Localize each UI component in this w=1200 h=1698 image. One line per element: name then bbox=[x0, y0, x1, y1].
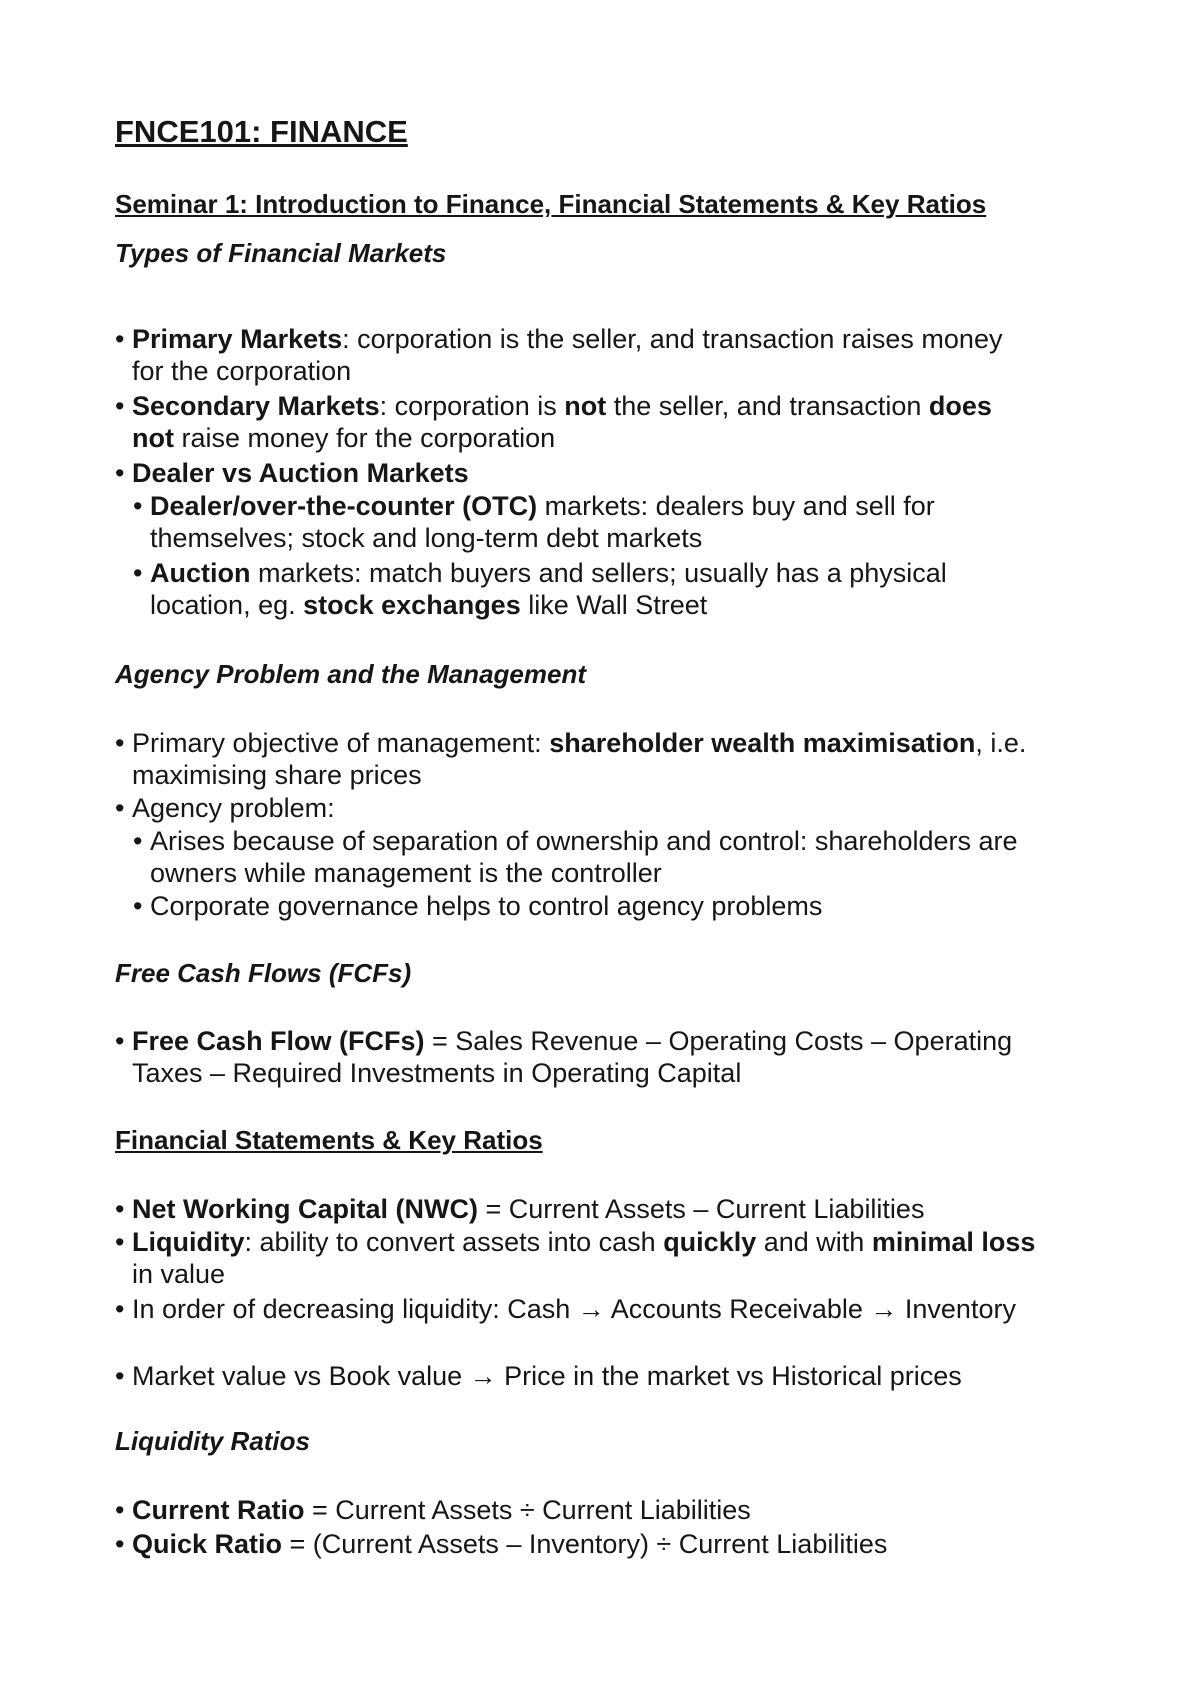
text: like Wall Street bbox=[520, 590, 708, 620]
bullet-fcf bbox=[115, 1025, 1012, 1089]
section-heading-statements: Financial Statements & Key Ratios bbox=[115, 1125, 543, 1155]
bullet-liquidity bbox=[115, 1226, 1035, 1290]
bullet-dot: • bbox=[115, 1294, 125, 1324]
text: , i.e. bbox=[975, 728, 1027, 758]
text: owners while management is the controller bbox=[150, 858, 662, 888]
section-heading-ratios: Liquidity Ratios bbox=[115, 1426, 310, 1456]
bullet-current-ratio bbox=[115, 1494, 751, 1526]
term: quickly bbox=[663, 1227, 757, 1257]
subbullet-arises bbox=[133, 825, 1018, 889]
section-heading-fcf: Free Cash Flows (FCFs) bbox=[115, 958, 412, 988]
term: Current Ratio bbox=[132, 1495, 305, 1525]
text: Taxes – Required Investments in Operating Capital bbox=[132, 1058, 742, 1088]
bullet-dot: • bbox=[115, 1495, 125, 1525]
term: Net Working Capital (NWC) bbox=[132, 1194, 478, 1224]
bullet-dot: • bbox=[133, 826, 143, 856]
term: stock exchanges bbox=[303, 590, 521, 620]
text: themselves; stock and long-term debt markets bbox=[150, 523, 703, 553]
bullet-primary-markets bbox=[115, 323, 1002, 387]
seminar-heading: Seminar 1: Introduction to Finance, Financial Statements & Key Ratios bbox=[115, 189, 987, 219]
bullet-dot: • bbox=[115, 1529, 125, 1559]
term: Dealer/over-the-counter (OTC) bbox=[150, 491, 538, 521]
text: = (Current Assets – Inventory) ÷ Current Liabilities bbox=[282, 1529, 888, 1559]
bullet-dot: • bbox=[133, 491, 143, 521]
text: in value bbox=[132, 1259, 226, 1289]
term: Secondary Markets bbox=[132, 391, 380, 421]
term: shareholder wealth maximisation bbox=[549, 728, 976, 758]
text: the seller, and transaction bbox=[606, 391, 929, 421]
term: Liquidity bbox=[132, 1227, 245, 1257]
subbullet-dealer bbox=[133, 490, 935, 554]
text: = Current Assets ÷ Current Liabilities bbox=[304, 1495, 751, 1525]
section-heading-agency: Agency Problem and the Management bbox=[115, 659, 586, 689]
subbullet-governance bbox=[133, 890, 822, 922]
term: minimal loss bbox=[871, 1227, 1036, 1257]
text: Agency problem: bbox=[132, 793, 335, 823]
bullet-dot: • bbox=[115, 391, 125, 421]
bullet-dot: • bbox=[115, 793, 125, 823]
bullet-dot: • bbox=[115, 1026, 125, 1056]
text: Arises because of separation of ownership and control: shareholders are bbox=[150, 826, 1018, 856]
text: In order of decreasing liquidity: Cash → Accounts Receivable → Inventory bbox=[132, 1294, 1016, 1324]
bullet-dot: • bbox=[115, 1194, 125, 1224]
text: markets: dealers buy and sell for bbox=[537, 491, 935, 521]
bullet-dot: • bbox=[133, 558, 143, 588]
text: Primary objective of management: bbox=[132, 728, 550, 758]
text: : corporation is bbox=[379, 391, 565, 421]
bullet-dealer-auction bbox=[115, 457, 469, 489]
text: Corporate governance helps to control agency problems bbox=[150, 891, 823, 921]
term: does bbox=[928, 391, 992, 421]
bullet-dot: • bbox=[115, 728, 125, 758]
text: = Current Assets – Current Liabilities bbox=[478, 1194, 925, 1224]
bullet-secondary-markets bbox=[115, 390, 992, 454]
bullet-quick-ratio bbox=[115, 1528, 887, 1560]
bullet-primary-objective bbox=[115, 727, 1026, 791]
text: = Sales Revenue – Operating Costs – Operating bbox=[424, 1026, 1013, 1056]
text: for the corporation bbox=[132, 356, 352, 386]
term: Auction bbox=[150, 558, 251, 588]
text: Market value vs Book value → Price in the market vs Historical prices bbox=[132, 1361, 962, 1391]
bullet-market-book bbox=[115, 1360, 962, 1392]
bullet-dot: • bbox=[115, 1361, 125, 1391]
bullet-nwc bbox=[115, 1193, 924, 1225]
subbullet-auction bbox=[133, 557, 947, 621]
text: location, eg. bbox=[150, 590, 304, 620]
bullet-dot: • bbox=[133, 891, 143, 921]
term: Dealer vs Auction Markets bbox=[132, 458, 469, 488]
bullet-dot: • bbox=[115, 458, 125, 488]
text: : corporation is the seller, and transaction raises money bbox=[342, 324, 1003, 354]
bullet-dot: • bbox=[115, 324, 125, 354]
text: maximising share prices bbox=[132, 760, 422, 790]
text: : ability to convert assets into cash bbox=[244, 1227, 664, 1257]
bullet-agency-problem bbox=[115, 792, 335, 824]
page-title: FNCE101: FINANCE bbox=[115, 114, 408, 149]
text: and with bbox=[756, 1227, 872, 1257]
bullet-liquidity-order bbox=[115, 1293, 1016, 1325]
term: not bbox=[132, 423, 174, 453]
section-heading-markets: Types of Financial Markets bbox=[115, 238, 447, 268]
term: Quick Ratio bbox=[132, 1529, 283, 1559]
term: not bbox=[564, 391, 607, 421]
term: Primary Markets bbox=[132, 324, 343, 354]
term: Free Cash Flow (FCFs) bbox=[132, 1026, 425, 1056]
bullet-dot: • bbox=[115, 1227, 125, 1257]
text: raise money for the corporation bbox=[173, 423, 556, 453]
text: markets: match buyers and sellers; usually has a physical bbox=[250, 558, 947, 588]
